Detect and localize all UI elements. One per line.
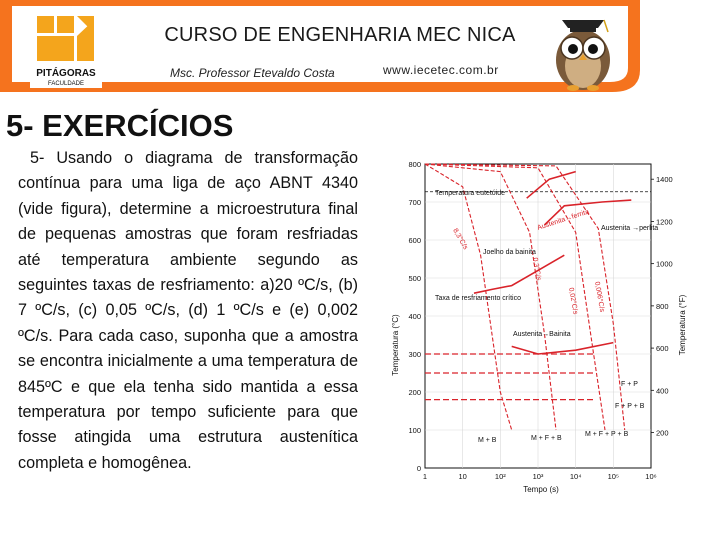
y-tick-label-right: 600 <box>656 344 669 354</box>
f-p-label: F + P <box>621 381 638 388</box>
m-f-p-b-label: M + F + P + B <box>585 431 629 438</box>
y-tick-label-right: 1000 <box>656 259 673 269</box>
section-title: 5- EXERCÍCIOS <box>6 108 234 143</box>
x-tick-label: 10⁵ <box>607 472 620 481</box>
pitagoras-logo <box>30 10 102 88</box>
cct-diagram-chart <box>383 150 693 505</box>
x-tick-label: 10³ <box>532 472 544 481</box>
rate-label: 0,02°C/s <box>567 287 579 315</box>
y-tick-label: 200 <box>408 388 421 397</box>
website-url: www.iecetec.com.br <box>383 63 499 77</box>
y-tick-label-right: 200 <box>656 428 669 438</box>
austenite-ferrite-label: Austenita→ferrita <box>536 208 591 232</box>
exercise-statement <box>18 146 358 476</box>
rate-label: 8,3°C/s <box>451 227 469 251</box>
x-tick-label: 10² <box>494 472 506 481</box>
y-tick-label: 500 <box>408 274 421 283</box>
y-axis-label-right: Temperatura (°F) <box>678 294 687 356</box>
y-tick-label: 300 <box>408 350 421 359</box>
austenite-bainite-label: Austenita→Bainita <box>513 331 571 338</box>
y-tick-label: 700 <box>408 198 421 207</box>
rate-label: 0,3°C/s <box>531 257 542 282</box>
x-tick-label: 10 <box>458 472 467 481</box>
y-tick-label-right: 400 <box>656 386 669 396</box>
logo-subtext: FACULDADE <box>47 81 85 87</box>
x-tick-label: 10⁶ <box>645 472 657 481</box>
austenite-pearlite-label: Austenita →perlita <box>601 225 659 232</box>
x-tick-label: 1 <box>422 472 428 481</box>
y-tick-label-right: 1400 <box>656 175 673 185</box>
y-axis-label: Temperatura (°C) <box>391 314 400 376</box>
y-tick-label: 100 <box>408 426 421 435</box>
critical-rate-label: Taxa de resfriamento crítico <box>435 295 521 302</box>
exercise-paragraph: 5- Usando o diagrama de transformação contínua para uma liga de aço ABNT 4340 (vide figura), determine a microestrutura final de pequenas amostras que foram resfriadas até temperatura ambiente segundo as seguintes taxas de resfriamento: a)20 ºC/s, (b) 7 ºC/s, (c) 0,05 ºC/s, (d) 1 ºC/s e (e) 0,002 ºC/s. Para cada caso, suponha que a amostra se encontra inicialmente a uma temperatura de 845ºC e que ela tenha sido mantida a essa temperatura por tempo suficiente para que fosse atingida uma estrutura austenítica completa e homogênea. <box>18 149 358 472</box>
m-plus-b-label: M + B <box>478 437 497 444</box>
f-p-b-label: F + P + B <box>615 403 645 410</box>
y-tick-label: 600 <box>408 236 421 245</box>
x-tick-label: 10⁴ <box>569 472 582 481</box>
slide-header <box>0 0 720 100</box>
x-axis-label: Tempo (s) <box>523 485 559 494</box>
professor-name: Msc. Professor Etevaldo Costa <box>170 66 335 80</box>
y-tick-label: 800 <box>408 160 421 169</box>
y-tick-label-right: 800 <box>656 301 669 311</box>
eutectoid-label: Temperatura eutetóide <box>435 190 506 197</box>
rate-label: 0,006°C/s <box>593 281 606 313</box>
y-tick-label: 400 <box>408 312 421 321</box>
course-title: CURSO DE ENGENHARIA MEC NICA <box>164 24 516 46</box>
y-tick-label-right: 1200 <box>656 217 673 227</box>
y-tick-label: 0 <box>416 464 421 473</box>
bainite-nose-label: Joelho da bainita <box>483 249 536 256</box>
owl-mascot-icon <box>548 10 618 92</box>
m-f-b-label: M + F + B <box>531 435 562 442</box>
logo-text: PITÁGORAS <box>36 68 96 79</box>
